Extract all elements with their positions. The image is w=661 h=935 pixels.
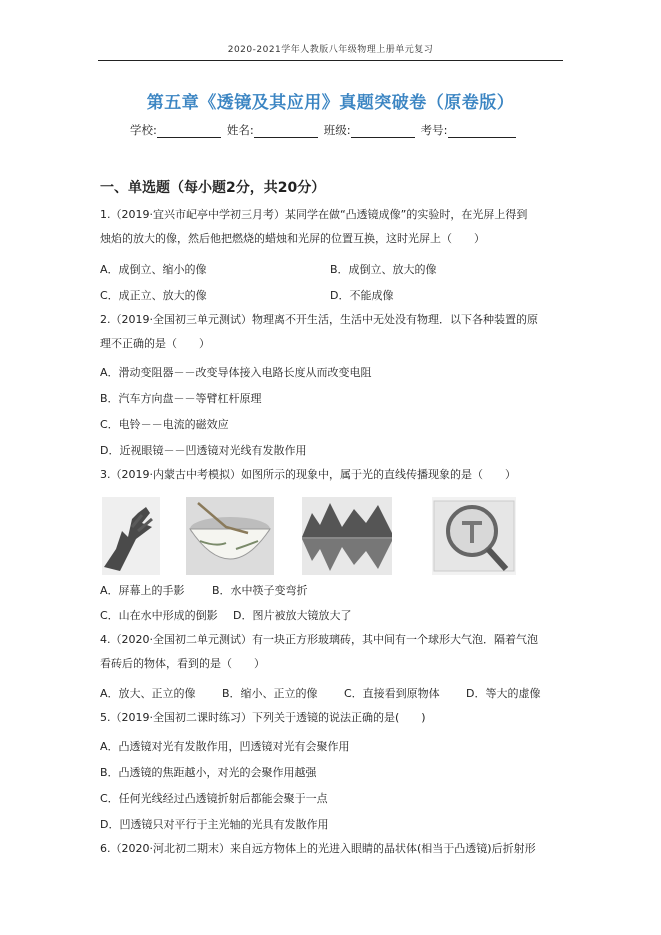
section-heading: 一、单选题（每小题2分，共20分） [100,180,326,196]
page-header: 2020-2021学年人教版八年级物理上册单元复习 [227,45,434,55]
q4-line2: 看砖后的物体，看到的是（ ） [100,657,265,670]
name-blank[interactable] [254,125,318,138]
id-label: 考号: [420,123,448,137]
class-field[interactable] [324,122,415,138]
hand-shadow-image [102,497,160,575]
q5-option-d[interactable]: D．凹透镜只对平行于主光轴的光具有发散作用 [100,818,329,831]
school-blank[interactable] [157,125,221,138]
q2-line2: 理不正确的是（ ） [100,337,210,350]
q3-option-c[interactable]: C．山在水中形成的倒影 [100,609,218,622]
q2-option-a[interactable]: A．滑动变阻器－－改变导体接入电路长度从而改变电阻 [100,366,372,379]
id-blank[interactable] [448,125,516,138]
q1-line1: 1.（2019·宜兴市屺亭中学初三月考）某同学在做“凸透镜成像”的实验时，在光屏上得到 [100,208,528,221]
q1-option-d[interactable]: D．不能成像 [330,289,394,302]
q1-option-c[interactable]: C．成正立、放大的像 [100,289,207,302]
student-info-fields [130,122,522,138]
q2-option-d[interactable]: D．近视眼镜－－凹透镜对光线有发散作用 [100,444,307,457]
q2-line1: 2.（2019·全国初三单元测试）物理离不开生活，生活中无处没有物理．以下各种装置的原 [100,313,538,326]
id-field[interactable] [421,122,516,138]
school-field[interactable] [130,122,221,138]
mountain-reflection-image [302,497,392,575]
q4-option-a[interactable]: A．放大、正立的像 [100,687,196,700]
q2-option-c[interactable]: C．电铃－－电流的磁效应 [100,418,229,431]
name-field[interactable] [227,122,318,138]
name-label: 姓名: [226,123,254,137]
q3-option-b[interactable]: B．水中筷子变弯折 [212,584,308,597]
q1-option-a[interactable]: A．成倒立、缩小的像 [100,263,207,276]
header-rule [98,60,563,61]
q4-line1: 4.（2020·全国初二单元测试）有一块正方形玻璃砖，其中间有一个球形大气泡．隔着气泡 [100,633,538,646]
q3-line1: 3.（2019·内蒙古中考模拟）如图所示的现象中，属于光的直线传播现象的是（ ） [100,468,516,481]
q3-option-d[interactable]: D．图片被放大镜放大了 [233,609,352,622]
q5-option-b[interactable]: B．凸透镜的焦距越小，对光的会聚作用越强 [100,766,317,779]
q3-figures [102,497,562,575]
q1-line2: 烛焰的放大的像，然后他把燃烧的蜡烛和光屏的位置互换，这时光屏上（ ） [100,232,485,245]
q6-line1: 6.（2020·河北初二期末）来自远方物体上的光进入眼睛的晶状体(相当于凸透镜)后折射形 [100,842,536,855]
magnifier-image [432,497,516,575]
bowl-chopsticks-image [186,497,274,575]
q4-option-c[interactable]: C．直接看到原物体 [344,687,440,700]
q1-option-b[interactable]: B．成倒立、放大的像 [330,263,437,276]
q4-option-b[interactable]: B．缩小、正立的像 [222,687,318,700]
class-blank[interactable] [351,125,415,138]
q5-option-a[interactable]: A．凸透镜对光有发散作用，凹透镜对光有会聚作用 [100,740,350,753]
q4-option-d[interactable]: D．等大的虚像 [466,687,541,700]
q5-option-c[interactable]: C．任何光线经过凸透镜折射后都能会聚于一点 [100,792,328,805]
school-label: 学校: [130,123,157,137]
q3-option-a[interactable]: A．屏幕上的手影 [100,584,185,597]
page-title: 第五章《透镜及其应用》真题突破卷（原卷版） [146,93,515,113]
q2-option-b[interactable]: B．汽车方向盘－－等臂杠杆原理 [100,392,262,405]
class-label: 班级: [323,123,351,137]
q5-line1: 5.（2019·全国初二课时练习）下列关于透镜的说法正确的是( ) [100,711,426,724]
